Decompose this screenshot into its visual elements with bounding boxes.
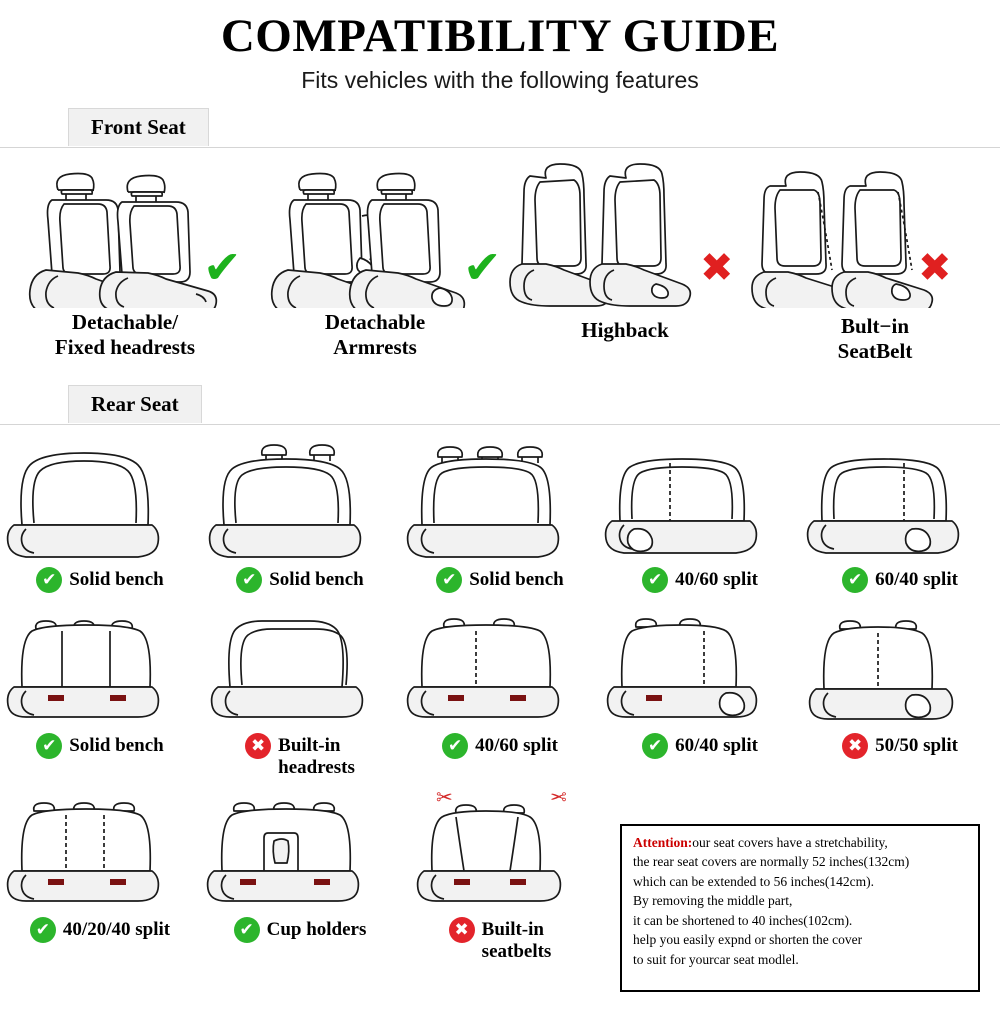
- rear-caption-line1: Solid bench: [269, 569, 364, 591]
- seat-drawing: [600, 609, 800, 729]
- rear-seat-row-1: [0, 433, 1000, 603]
- rear-caption-line1: 50/50 split: [875, 735, 958, 757]
- rear-item-solid-bench-3: [400, 433, 600, 603]
- rear-caption-line2: seatbelts: [481, 941, 552, 963]
- check-badge-icon: ✔: [642, 733, 668, 759]
- attention-text-1: our seat covers have a stretchability,: [692, 835, 888, 850]
- check-badge-icon: ✔: [642, 567, 668, 593]
- rear-item-solid-bench-1: [0, 433, 200, 603]
- rear-caption-line1: Solid bench: [469, 569, 564, 591]
- front-seat-row: [0, 148, 1000, 363]
- attention-line-2: the rear seat covers are normally 52 inches(132cm): [633, 854, 910, 870]
- section-header-rear-seat: [0, 385, 1000, 425]
- seat-drawing: [750, 148, 1000, 308]
- rear-seat-row-2: [0, 609, 1000, 779]
- scissors-icon-left: ✂: [436, 785, 453, 810]
- front-item-detachable-fixed-headrests: [0, 148, 250, 363]
- front-item-caption: [250, 310, 500, 359]
- front-caption-line2: SeatBelt: [837, 338, 913, 363]
- rear-item-60-40-split-2: [600, 609, 800, 779]
- seat-drawing: [200, 609, 400, 729]
- rear-caption-line1: Cup holders: [266, 919, 367, 941]
- rear-item-40-60-split-1: [600, 433, 800, 603]
- front-cross-icon: ✖: [918, 245, 952, 292]
- front-item-caption: [500, 318, 750, 342]
- page-title: COMPATIBILITY GUIDE: [220, 10, 780, 62]
- seat-drawing: [800, 433, 1000, 563]
- attention-line-4: By removing the middle part,: [633, 893, 793, 909]
- rear-item-built-in-headrests: [200, 609, 400, 779]
- front-cross-icon: ✖: [700, 245, 734, 292]
- rear-item-solid-bench-4: [0, 609, 200, 779]
- attention-note-box: [620, 824, 980, 992]
- rear-caption-line1: Solid bench: [69, 569, 164, 591]
- front-item-caption: [0, 310, 250, 359]
- rear-item-caption: [800, 567, 1000, 593]
- compatibility-guide-page: [0, 12, 1000, 1012]
- attention-line-6: help you easily expnd or shorten the cover: [633, 932, 863, 948]
- page-subtitle: Fits vehicles with the following features: [301, 67, 699, 94]
- check-badge-icon: ✔: [236, 567, 262, 593]
- attention-line-3: which can be extended to 56 inches(142cm).: [633, 873, 875, 889]
- section-label-rear-seat: Rear Seat: [68, 385, 202, 423]
- front-caption-line1: Bult−in: [841, 314, 909, 339]
- attention-line-5: it can be shortened to 40 inches(102cm).: [633, 912, 853, 928]
- front-caption-line1: Detachable/: [71, 310, 179, 335]
- seat-illustration-detachable-armrests: [250, 148, 500, 308]
- cross-badge-icon: ✖: [449, 917, 475, 943]
- check-badge-icon: ✔: [36, 567, 62, 593]
- rear-caption-line1: 60/40 split: [875, 569, 958, 591]
- front-item-built-in-seatbelt: [750, 148, 1000, 363]
- check-badge-icon: ✔: [436, 567, 462, 593]
- seat-drawing: [0, 783, 200, 913]
- seat-illustration-highback: [500, 148, 750, 308]
- rear-caption-line1: 40/60 split: [675, 569, 758, 591]
- rear-item-caption: [400, 917, 600, 963]
- rear-item-cup-holders: [200, 783, 400, 963]
- section-label-front-seat: Front Seat: [68, 108, 209, 146]
- rear-item-caption: [600, 567, 800, 593]
- rear-caption-line1: 60/40 split: [675, 735, 758, 757]
- front-item-highback: [500, 148, 750, 363]
- check-badge-icon: ✔: [30, 917, 56, 943]
- rear-item-caption: [0, 567, 200, 593]
- rear-item-caption: [400, 567, 600, 593]
- seat-drawing: [400, 609, 600, 729]
- front-item-caption: [750, 314, 1000, 363]
- rear-item-caption: [600, 733, 800, 759]
- rear-item-caption: [200, 567, 400, 593]
- rear-item-caption: [0, 917, 200, 943]
- seat-drawing: [600, 433, 800, 563]
- rear-item-50-50-split: [800, 609, 1000, 779]
- check-badge-icon: ✔: [442, 733, 468, 759]
- cross-badge-icon: ✖: [842, 733, 868, 759]
- check-badge-icon: ✔: [842, 567, 868, 593]
- rear-caption-line2: headrests: [278, 757, 355, 779]
- rear-item-caption: [200, 733, 400, 779]
- rear-item-caption: [800, 733, 1000, 759]
- rear-item-40-60-split-2: [400, 609, 600, 779]
- seat-drawing: [200, 783, 400, 913]
- front-caption-line2: Fixed headrests: [54, 334, 196, 359]
- section-header-front-seat: [0, 108, 1000, 148]
- front-check-icon: ✔: [203, 240, 242, 295]
- front-caption-line1: Highback: [581, 318, 669, 343]
- scissors-icon-right: ✂: [550, 785, 567, 810]
- rear-item-caption: [400, 733, 600, 759]
- seat-drawing: [0, 609, 200, 729]
- front-caption-line2: Armrests: [333, 334, 417, 359]
- seat-drawing: [0, 433, 200, 563]
- seat-illustration-built-in-seatbelt: [750, 148, 1000, 308]
- rear-item-caption: [0, 733, 200, 759]
- rear-item-caption: [200, 917, 400, 943]
- rear-item-built-in-seatbelts: [400, 783, 600, 963]
- seat-drawing: [200, 433, 400, 563]
- rear-item-60-40-split-1: [800, 433, 1000, 603]
- rear-item-40-20-40-split: [0, 783, 200, 963]
- seat-drawing: [400, 433, 600, 563]
- seat-illustration-detachable-headrests: [0, 148, 250, 308]
- rear-item-solid-bench-2: [200, 433, 400, 603]
- cross-badge-icon: ✖: [245, 733, 271, 759]
- rear-caption-line1: Built-in: [278, 735, 341, 757]
- front-caption-line1: Detachable: [324, 310, 426, 335]
- check-badge-icon: ✔: [36, 733, 62, 759]
- section-divider: [0, 424, 1000, 425]
- rear-caption-line1: 40/20/40 split: [62, 919, 171, 941]
- attention-lead: Attention:: [633, 835, 693, 850]
- attention-line-7: to suit for yourcar seat modlel.: [633, 951, 799, 967]
- seat-drawing: [800, 609, 1000, 729]
- rear-caption-line1: 40/60 split: [475, 735, 558, 757]
- front-item-detachable-armrests: [250, 148, 500, 363]
- rear-caption-line1: Built-in: [481, 919, 544, 941]
- seat-drawing: [400, 783, 600, 913]
- rear-caption-line1: Solid bench: [69, 735, 164, 757]
- attention-line-1: [633, 833, 969, 852]
- front-check-icon: ✔: [463, 240, 502, 295]
- check-badge-icon: ✔: [234, 917, 260, 943]
